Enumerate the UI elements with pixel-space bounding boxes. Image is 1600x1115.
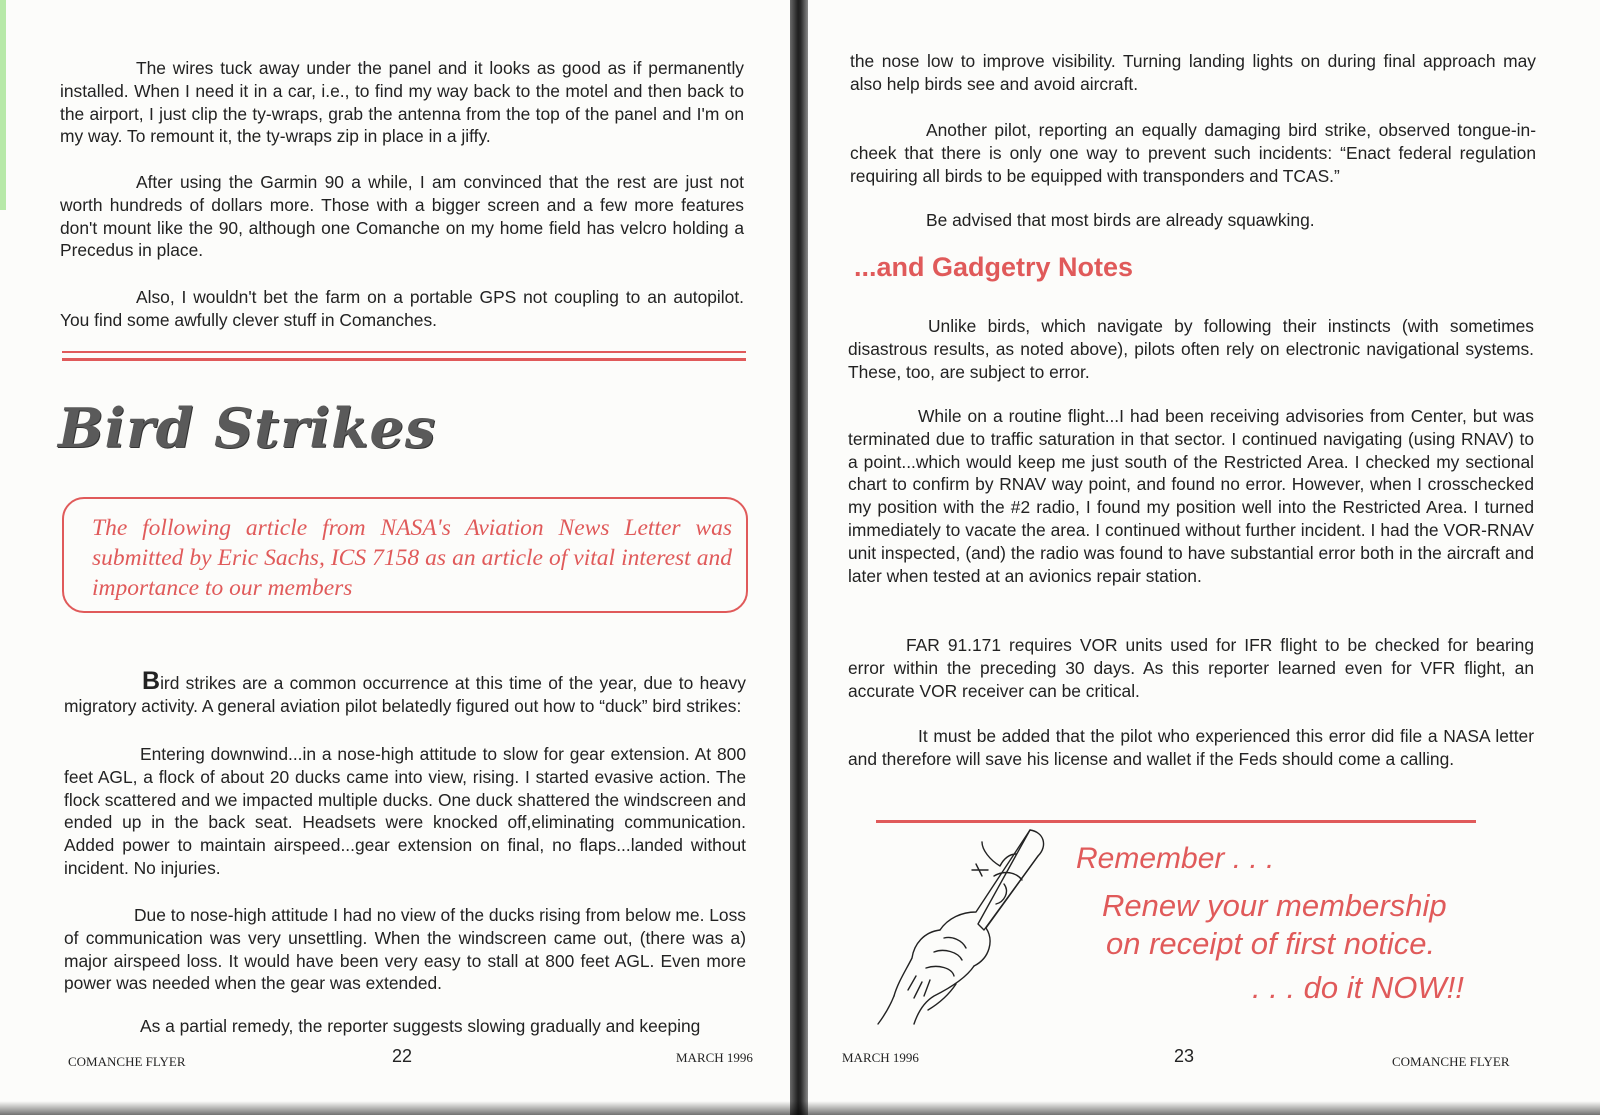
remember-line-4: . . . do it NOW!! <box>1252 970 1464 1005</box>
footer-publication: COMANCHE FLYER <box>68 1054 186 1069</box>
remember-line-1: Remember . . . <box>1076 842 1275 875</box>
string-on-finger-icon <box>854 820 1064 1030</box>
gps-paragraph-2: After using the Garmin 90 a while, I am convinced that the rest are just not worth hundreds of dollars more. Those with a bigger screen and a few more features don't mount like the 90, although one Comanche on my home field has velcro holding a Precedus in place. <box>60 172 744 261</box>
gps-paragraph-3: Also, I wouldn't bet the farm on a portable GPS not coupling to an autopilot. You find some awfully clever stuff in Comanches. <box>60 287 744 330</box>
gadgetry-paragraph-2: While on a routine flight...I had been receiving advisories from Center, but was terminated due to traffic saturation in that sector. I continued navigating (using RNAV) to a point...which would keep me just south of the Restricted Area. I checked my sectional chart to confirm by RNAV way point, and found no error. However, when I crosschecked my position with the #2 radio, I found my position well into the Restricted Area. I turned immediately to vacate the area. I continued without further incident. I had the VOR-RNAV unit inspected, (and) the radio was found to have substantial error both in the aircraft and later when tested at an avionics repair station. <box>848 406 1534 586</box>
page-edge-strip <box>0 0 6 210</box>
continued-paragraph: the nose low to improve visibility. Turning landing lights on during final approach may also help birds see and avoid aircraft. <box>850 51 1536 94</box>
footer-date: MARCH 1996 <box>676 1050 753 1065</box>
intro-text: The following article from NASA's Aviation News Letter was submitted by Eric Sachs, ICS 7158 as an article of vital interest and importance to our members <box>92 515 732 601</box>
pilot-paragraph: Another pilot, reporting an equally damaging bird strike, observed tongue-in-cheek that there is only one way to prevent such incidents: “Enact federal regulation requiring all birds to be equipped with transponders and TCAS.” <box>850 120 1536 186</box>
gadgetry-paragraph-1: Unlike birds, which navigate by following their instincts (with sometimes disastrous results, as noted above), pilots often rely on electronic navigational systems. These, too, are subject to error. <box>848 316 1534 382</box>
gadgetry-paragraph-3: FAR 91.171 requires VOR units used for IFR flight to be checked for bearing error within the preceding 30 days. As this reporter learned even for VFR flight, an accurate VOR receiver can be critical. <box>848 635 1534 701</box>
section-heading: ...and Gadgetry Notes <box>854 252 1134 282</box>
right-page <box>808 0 1600 1115</box>
advised-line: Be advised that most birds are already squawking. <box>926 210 1315 230</box>
footer-publication: COMANCHE FLYER <box>1392 1054 1510 1069</box>
section-divider <box>62 351 746 353</box>
article-paragraph-1-text: ird strikes are a common occurrence at this time of the year, due to heavy migratory activity. A general aviation pilot belatedly figured out how to “duck” bird strikes: <box>64 673 746 716</box>
remember-line-2: Renew your membership <box>1102 888 1447 923</box>
report-paragraph: Entering downwind...in a nose-high attitude to slow for gear extension. At 800 feet AGL, a flock of about 20 ducks came into view, rising. I started evasive action. The flock scattered and we impacted multiple ducks. One duck shattered the windscreen and ended up in the back seat. Headsets were knocked off,eliminating communication. Added power to maintain airspeed...gear extension on final, no flaps...landed without incident. No injuries. <box>64 744 746 878</box>
article-title: Bird Strikes <box>58 396 437 460</box>
page-number: 22 <box>392 1046 413 1066</box>
article-paragraph-1 <box>64 667 746 718</box>
article-paragraph-3: As a partial remedy, the reporter suggests slowing gradually and keeping <box>140 1016 701 1036</box>
left-page <box>0 0 790 1115</box>
intro-box <box>62 497 748 613</box>
remember-line-3: on receipt of first notice. <box>1106 926 1436 961</box>
section-divider-thick <box>62 358 746 361</box>
bottom-shadow <box>0 1101 1600 1115</box>
gadgetry-paragraph-4: It must be added that the pilot who experienced this error did file a NASA letter and therefore will save his license and wallet if the Feds should come a calling. <box>848 726 1534 769</box>
page-number: 23 <box>1174 1046 1195 1066</box>
gps-paragraph-1: The wires tuck away under the panel and it looks as good as if permanently installed. When I need it in a car, i.e., to find my way back to the motel and then back to the airport, I just clip the ty-wraps, grab the antenna from the top of the panel and I'm on my way. To remount it, the ty-wraps zip in place in a jiffy. <box>60 58 744 147</box>
book-gutter <box>790 0 808 1115</box>
footer-date: MARCH 1996 <box>842 1050 919 1065</box>
drop-cap: B <box>142 667 161 695</box>
article-paragraph-2: Due to nose-high attitude I had no view of the ducks rising from below me. Loss of communication was very unsettling. When the windscreen came out, (there was a) major airspeed loss. It would have been very easy to stall at 800 feet AGL. Even more power was needed when the gear was extended. <box>64 905 746 994</box>
